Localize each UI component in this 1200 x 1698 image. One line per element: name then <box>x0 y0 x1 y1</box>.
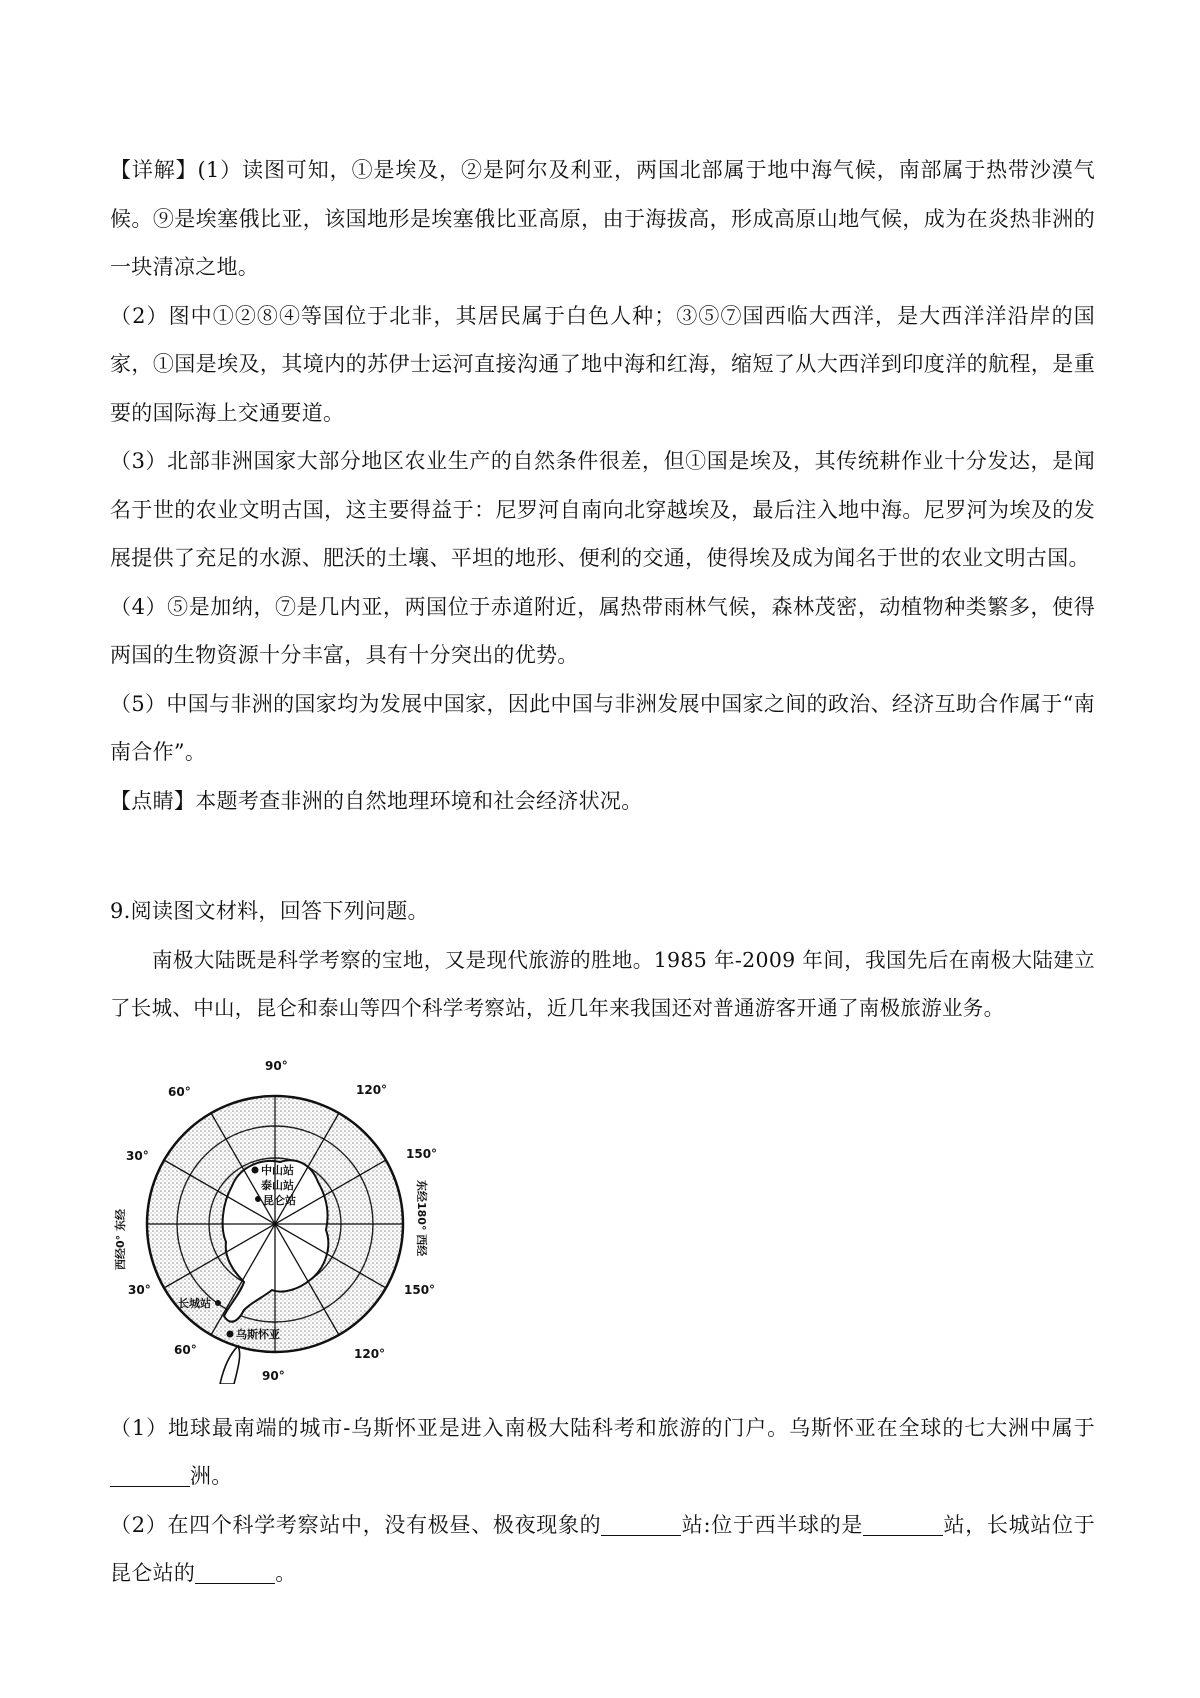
degree-label-60-top-left: 60° <box>168 1084 191 1099</box>
degree-label-120-bottom-right: 120° <box>354 1346 386 1361</box>
detail-paragraph-2: （2）图中①②⑧④等国位于北非，其居民属于白色人种；③⑤⑦国西临大西洋，是大西洋洋沿岸的国家，①国是埃及，其境内的苏伊士运河直接沟通了地中海和红海，缩短了从大西洋到印度洋的航程，是重要的国际海上交通要道。 <box>110 303 1095 425</box>
question-9-part-1 <box>110 1404 1095 1501</box>
q2-answer-blank-1[interactable] <box>601 1514 681 1536</box>
q2-text-a: （2）在四个科学考察站中，没有极昼、极夜现象的 <box>110 1512 602 1537</box>
q2-text-c: 站，长城站位于昆仑站的 <box>110 1512 1095 1585</box>
q2-answer-blank-2[interactable] <box>863 1514 943 1536</box>
q2-text-d: 。 <box>275 1561 297 1585</box>
station-label-changcheng: 长城站 <box>178 1296 211 1310</box>
kunlun-station-marker <box>255 1196 261 1202</box>
degree-label-bottom: 90° <box>262 1368 285 1383</box>
detail-paragraph-5: （5）中国与非洲的国家均为发展中国家，因此中国与非洲发展中国家之间的政治、经济互助合作属于“南南合作”。 <box>110 691 1095 764</box>
antarctica-polar-map <box>112 1054 442 1384</box>
right-longitude-label: 东经180° 西经 <box>415 1179 428 1256</box>
question-9-part-2 <box>110 1501 1095 1598</box>
q1-text-a: （1）地球最南端的城市-乌斯怀亚是进入南极大陆科考和旅游的门户。乌斯怀亚在全球的七大洲中属于 <box>110 1415 1095 1440</box>
detail-paragraph-1: 【详解】(1）读图可知，①是埃及，②是阿尔及利亚，两国北部属于地中海气候，南部属于热带沙漠气候。⑨是埃塞俄比亚，该国地形是埃塞俄比亚高原，由于海拔高，形成高原山地气候，成为在炎热非洲的一块清凉之地。 <box>110 158 1095 279</box>
degree-label-120-top-right: 120° <box>356 1082 388 1097</box>
degree-label-top: 90° <box>265 1058 288 1073</box>
polar-map-svg <box>112 1054 442 1384</box>
ushuaia-marker <box>227 1330 234 1337</box>
q2-text-b: 站:位于西半球的是 <box>681 1512 864 1537</box>
degree-label-150-bottom-right: 150° <box>404 1282 436 1297</box>
station-label-taishan: 泰山站 <box>261 1178 294 1192</box>
south-america-tip <box>220 1346 240 1384</box>
degree-label-60-bottom-left: 60° <box>174 1342 197 1357</box>
degree-label-30-left: 30° <box>126 1148 149 1163</box>
zhongshan-station-marker <box>252 1166 259 1173</box>
q1-answer-blank[interactable] <box>110 1465 190 1487</box>
city-label-ushuaia: 乌斯怀亚 <box>236 1327 280 1341</box>
degree-label-30-bottom-left: 30° <box>128 1282 151 1297</box>
degree-label-150-right: 150° <box>406 1146 438 1161</box>
detail-paragraph-4: （4）⑤是加纳，⑦是几内亚，两国位于赤道附近，属热带雨林气候，森林茂密，动植物种类繁多，使得两国的生物资源十分丰富，具有十分突出的优势。 <box>110 594 1095 667</box>
question-9-title: 9.阅读图文材料，回答下列问题。 <box>110 899 429 923</box>
station-label-zhongshan: 中山站 <box>261 1163 294 1177</box>
q2-answer-blank-3[interactable] <box>195 1562 275 1584</box>
station-label-kunlun: 昆仑站 <box>263 1193 296 1207</box>
page <box>110 0 1095 1598</box>
comment-paragraph: 【点睛】本题考查非洲的自然地理环境和社会经济状况。 <box>110 788 643 813</box>
question-9-material: 南极大陆既是科学考察的宝地，又是现代旅游的胜地。1985 年-2009 年间，我国先后在南极大陆建立了长城、中山，昆仑和泰山等四个科学考察站，近几年来我国还对普通游客开通了南极旅游业务。 <box>110 947 1095 1020</box>
left-longitude-label: 西经0° 东经 <box>114 1208 127 1270</box>
q1-text-b: 洲。 <box>190 1464 233 1488</box>
changcheng-station-marker <box>215 1300 221 1306</box>
detail-paragraph-3: （3）北部非洲国家大部分地区农业生产的自然条件很差，但①国是埃及，其传统耕作业十分发达，是闻名于世的农业文明古国，这主要得益于：尼罗河自南向北穿越埃及，最后注入地中海。尼罗河为埃及的发展提供了充足的水源、肥沃的土壤、平坦的地形、便利的交通，使得埃及成为闻名于世的农业文明古国。 <box>110 449 1095 570</box>
